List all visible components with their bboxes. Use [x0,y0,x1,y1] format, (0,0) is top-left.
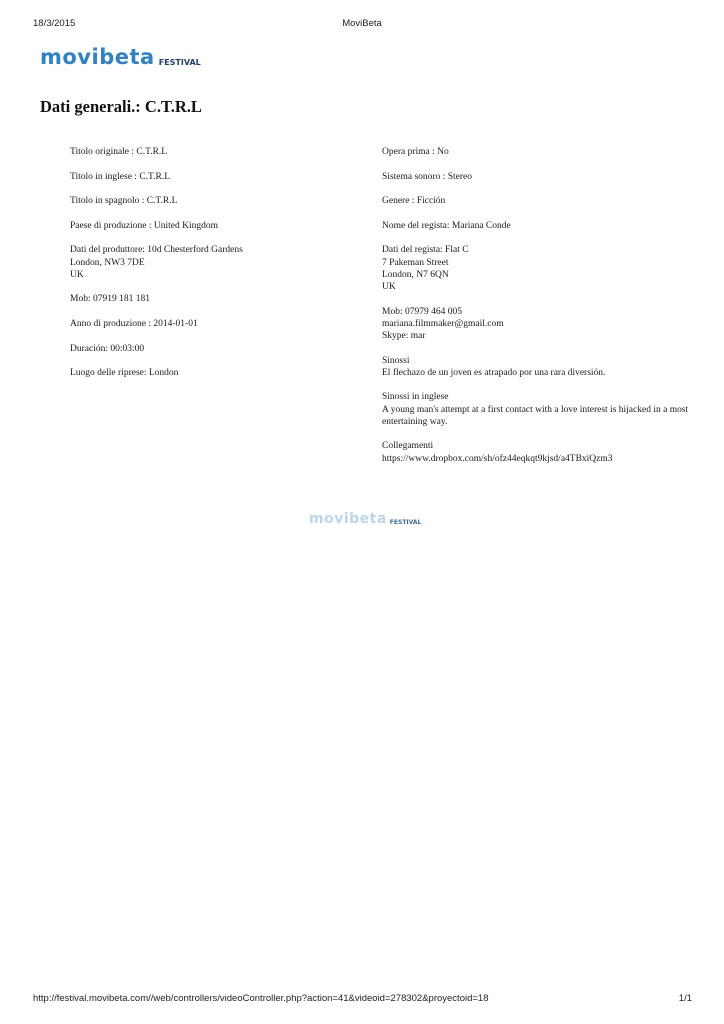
detail-line: Sinossi in inglese [382,392,449,403]
detail-field [382,244,702,293]
detail-line: 7 Pakeman Street [382,257,449,268]
detail-line: Luogo delle riprese: London [70,368,179,379]
detail-field [382,195,702,207]
movibeta-festival-logo [40,46,201,68]
detail-field [382,220,702,232]
print-title: MoviBeta [342,18,382,29]
detail-line: Sinossi [382,355,410,366]
detail-line: https://www.dropbox.com/sh/ofz44eqkqt9kjsd/a4TBxiQzm3 [382,453,613,464]
movibeta-festival-watermark-logo [309,512,421,527]
print-date: 18/3/2015 [33,18,76,29]
detail-field [70,318,360,330]
detail-line: London, N7 6QN [382,269,449,280]
page-title: Dati generali.: C.T.R.L [40,97,202,116]
detail-field [70,367,360,379]
detail-field [70,244,360,281]
detail-field [382,306,702,343]
detail-field [70,293,360,305]
detail-line: Mob: 07979 464 005 [382,306,462,317]
detail-line: mariana.filmmaker@gmail.com [382,318,504,329]
left-details-column [70,146,360,392]
detail-line: Anno di produzione : 2014-01-01 [70,318,198,329]
detail-field [382,171,702,183]
page-count: 1/1 [678,993,692,1004]
detail-line: Duración: 00:03:00 [70,343,145,354]
detail-line: Skype: mar [382,330,426,341]
detail-field [70,171,360,183]
detail-field [70,343,360,355]
detail-line: UK [382,281,396,292]
detail-line: Titolo originale : C.T.R.L [70,147,168,157]
detail-line: Paese di produzione : United Kingdom [70,220,219,231]
detail-line: UK [70,269,84,280]
detail-line: Dati del produttore: 10d Chesterford Gardens [70,245,243,256]
detail-line: Nome del regista: Mariana Conde [382,220,511,231]
detail-line: Opera prima : No [382,147,449,157]
detail-line: Mob: 07919 181 181 [70,294,150,305]
logo-festival-label: FESTIVAL [158,58,201,67]
detail-line: A young man's attempt at a first contact with a love interest is hijacked in a most [382,404,689,415]
watermark-wordmark: movibeta [309,511,387,527]
detail-field [382,355,702,379]
detail-line: entertaining way. [382,416,448,427]
detail-field [382,440,702,464]
detail-line: Titolo in inglese : C.T.R.L [70,171,171,182]
detail-field [70,195,360,207]
detail-line: Collegamenti [382,441,434,452]
detail-line: Sistema sonoro : Stereo [382,171,472,182]
logo-wordmark: movibeta [40,45,155,69]
detail-field [70,220,360,232]
right-details-column [382,146,702,477]
detail-field [382,146,702,158]
watermark-festival-label: FESTIVAL [389,519,422,526]
print-url: http://festival.movibeta.com//web/controllers/videoController.php?action=41&videoid=278302&proyectoid=18 [33,993,489,1004]
detail-line: Titolo in spagnolo : C.T.R.L [70,196,178,207]
detail-line: Dati del regista: Flat C [382,245,469,256]
detail-field [70,146,360,158]
detail-line: El flechazo de un joven es atrapado por una rara diversión. [382,367,606,378]
detail-line: London, NW3 7DE [70,257,145,268]
detail-line: Genere : Ficción [382,196,446,207]
detail-field [382,391,702,428]
